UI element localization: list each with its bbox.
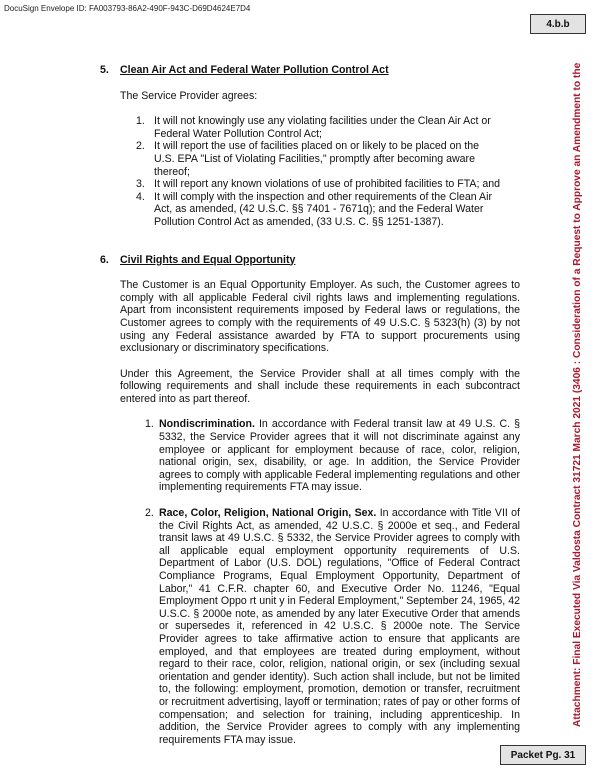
section-5-intro: The Service Provider agrees: xyxy=(120,89,258,102)
section-number: 6. xyxy=(100,253,109,266)
list-item: 3. It will report any known violations of use of prohibited facilities to FTA; and xyxy=(136,178,501,191)
attachment-sidebar-text: Attachment: Final Executed Via Valdosta Contract 31721 March 2021 (3406 : Consideration of a Request to Approve an Amendment to the xyxy=(572,62,583,727)
list-item: 4. It will comply with the inspection and other requirements of the Clean Air Act, as amended, (42 U.S.C. §§ 7401 - 7671q); and the Federal Water Pollution Control Act as amended, (33 U.S. C. §§ 1251-1387). xyxy=(136,190,492,228)
section-6-paragraph-1: The Customer is an Equal Opportunity Employer. As such, the Customer agrees to comply with all applicable Federal civil rights laws and implementing regulations. Apart from inconsistent requirements imposed by Federal laws or regulations, the Customer agrees to comply with the requirements of 49 U.S.C. § 5323(h) (3) by not using any Federal assistance awarded by FTA to support procurements using exclusionary or discriminatory specifications. xyxy=(120,279,520,355)
section-title: Civil Rights and Equal Opportunity xyxy=(120,253,296,266)
document-body xyxy=(100,64,520,746)
envelope-id: DocuSign Envelope ID: FA003793-86A2-490F-943C-D69D4624E7D4 xyxy=(4,4,251,13)
subsection-title: Race, Color, Religion, National Origin, Sex. xyxy=(159,507,377,520)
section-number: 5. xyxy=(100,64,109,76)
list-item: 1. It will not knowingly use any violating facilities under the Clean Air Act or Federal Water Pollution Control Act; xyxy=(136,115,491,140)
agenda-tag: 4.b.b xyxy=(530,14,586,34)
list-item: 2. It will report the use of facilities placed on or likely to be placed on the U.S. EPA "List of Violating Facilities," promptly after becoming aware thereof; xyxy=(136,140,480,178)
subsection-title: Nondiscrimination. xyxy=(159,418,255,431)
section-6-paragraph-2: Under this Agreement, the Service Provider shall at all times comply with the following requirements and shall include these requirements in each subcontract entered into as part thereof. xyxy=(120,367,520,405)
section-5-list xyxy=(136,115,501,228)
section-5-heading xyxy=(100,64,520,77)
packet-page-number: Packet Pg. 31 xyxy=(500,745,586,765)
section-6-heading xyxy=(100,254,520,267)
subsection-race-color-religion: 2. Race, Color, Religion, National Origin, Sex. In accordance with Title VII of the Civil Rights Act, as amended, 42 U.S.C. § 2000e et seq., and Federal transit laws at 49 U.S.C. § 5332, the Service Provider agrees to comply with all applicable equal employment opportunity requirements of U.S. Department of Labor (U.S. DOL) regulations, "Office of Federal Contract Compliance Programs, Equal Employment Opportunity, Department of Labor," 41 C.F.R. chapter 60, and Executive Order No. 11246, "Equal Employment Oppo rt unit y in Federal Employment," September 24, 1965, 42 U.S.C. § 2000e note, as amended by any later Executive Order that amends or supersedes it, referenced in 42 U.S.C. § 2000e note. The Service Provider agrees to take affirmative action to ensure that applicants are employed, and that employees are treated during employment, without regard to their race, color, religion, national origin, or sex (including sexual orientation and gender identity). Such action shall include, but not be limited to, the following: employment, promotion, demotion or transfer, recruitment or recruitment advertising, layoff or termination; rates of pay or other forms of compensation; and selection for training, including apprenticeship. In addition, the Service Provider agrees to comply with any implementing requirements FTA may issue. xyxy=(145,507,520,746)
section-title: Clean Air Act and Federal Water Pollution Control Act xyxy=(120,64,389,76)
subsection-nondiscrimination: 1. Nondiscrimination. In accordance with Federal transit law at 49 U.S. C. § 5332, the Service Provider agrees that it will not discriminate against any employee or applicant for employment because of race, color, religion, national origin, sex, disability, or age. In addition, the Service Provider agrees to comply with applicable Federal implementing regulations and other implementing requirements FTA may issue. xyxy=(145,418,520,494)
